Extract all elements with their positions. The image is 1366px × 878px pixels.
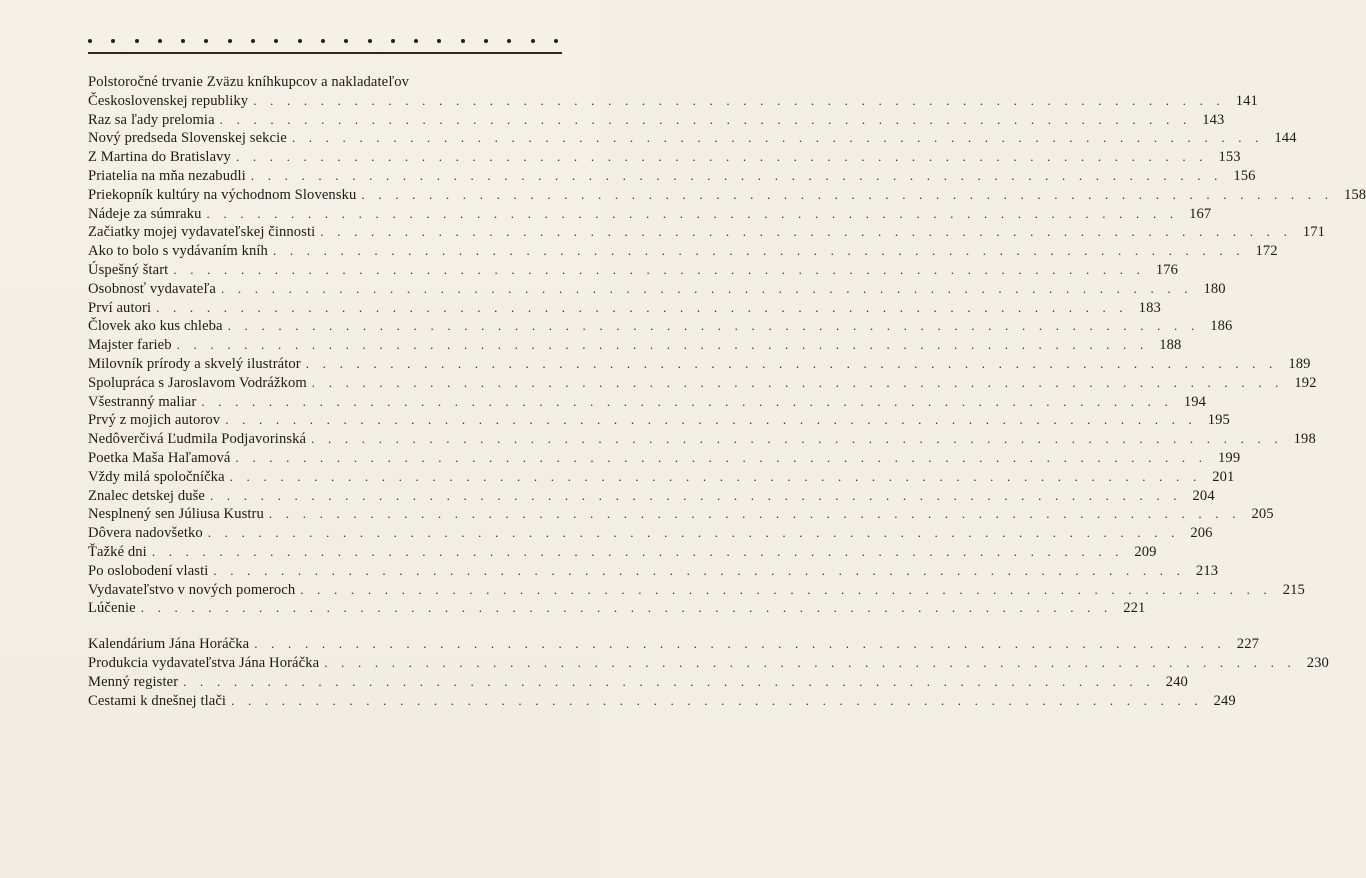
decorative-dot bbox=[321, 39, 325, 43]
decorative-dot-row bbox=[88, 34, 558, 48]
decorative-dot bbox=[484, 39, 488, 43]
toc-entry[interactable] bbox=[88, 654, 1329, 673]
toc-entry[interactable] bbox=[88, 411, 1230, 430]
decorative-dot bbox=[228, 39, 232, 43]
dot-leader: . . . . . . . . . . . . . . . . . . . . . . . . . . . . . . . . . . . . . . . . . . . . . . . . . . . . . . . . . . bbox=[227, 318, 1200, 334]
decorative-dot bbox=[368, 39, 372, 43]
decorative-dot bbox=[88, 39, 92, 43]
table-of-contents bbox=[88, 73, 1366, 710]
dot-leader: . . . . . . . . . . . . . . . . . . . . . . . . . . . . . . . . . . . . . . . . . . . . . . . . . . . . . . . . . . bbox=[300, 581, 1272, 597]
toc-entry[interactable] bbox=[88, 261, 1179, 280]
toc-entry[interactable] bbox=[88, 299, 1161, 318]
decorative-dot bbox=[437, 39, 441, 43]
toc-entry[interactable] bbox=[88, 317, 1233, 336]
dot-leader: . . . . . . . . . . . . . . . . . . . . . . . . . . . . . . . . . . . . . . . . . . . . . . . . . . . . . . . . . . bbox=[225, 412, 1197, 428]
toc-entry[interactable] bbox=[88, 581, 1305, 600]
toc-entry-page-number: 198 bbox=[1293, 431, 1316, 448]
toc-entry-title: Poetka Maša Haľamová bbox=[88, 449, 231, 466]
toc-entry-page-number: 215 bbox=[1282, 581, 1305, 598]
toc-entry[interactable] bbox=[88, 223, 1326, 242]
toc-main-section bbox=[88, 73, 1366, 618]
toc-entry-page-number: 186 bbox=[1210, 318, 1233, 335]
dot-leader: . . . . . . . . . . . . . . . . . . . . . . . . . . . . . . . . . . . . . . . . . . . . . . . . . . . . . . . . . . bbox=[235, 449, 1208, 465]
toc-entry-title: Prvý z mojich autorov bbox=[88, 412, 221, 429]
toc-entry-title: Úspešný štart bbox=[88, 261, 169, 278]
decorative-dot bbox=[298, 39, 302, 43]
dot-leader: . . . . . . . . . . . . . . . . . . . . . . . . . . . . . . . . . . . . . . . . . . . . . . . . . . . . . . . . . . bbox=[268, 506, 1241, 522]
dot-leader: . . . . . . . . . . . . . . . . . . . . . . . . . . . . . . . . . . . . . . . . . . . . . . . . . . . . . . . . . . bbox=[213, 562, 1186, 578]
decorative-dot bbox=[531, 39, 535, 43]
toc-entry[interactable] bbox=[88, 280, 1226, 299]
dot-leader: . . . . . . . . . . . . . . . . . . . . . . . . . . . . . . . . . . . . . . . . . . . . . . . . . . . . . . . . . . bbox=[156, 299, 1128, 315]
toc-entry-title: Ťažké dni bbox=[88, 543, 147, 560]
toc-entry-title: Lúčenie bbox=[88, 600, 136, 617]
toc-entry-title: Menný register bbox=[88, 673, 179, 690]
dot-leader: . . . . . . . . . . . . . . . . . . . . . . . . . . . . . . . . . . . . . . . . . . . . . . . . . . . . . . . . . . bbox=[311, 374, 1284, 390]
toc-entry-page-number: 205 bbox=[1251, 506, 1274, 523]
dot-leader: . . . . . . . . . . . . . . . . . . . . . . . . . . . . . . . . . . . . . . . . . . . . . . . . . . . . . . . . . . bbox=[311, 431, 1283, 447]
toc-entry-title: Kalendárium Jána Horáčka bbox=[88, 636, 250, 653]
dot-leader: . . . . . . . . . . . . . . . . . . . . . . . . . . . . . . . . . . . . . . . . . . . . . . . . . . . . . . . . . . bbox=[250, 167, 1223, 183]
decorative-dot bbox=[391, 39, 395, 43]
dot-leader: . . . . . . . . . . . . . . . . . . . . . . . . . . . . . . . . . . . . . . . . . . . . . . . . . . . . . . . . . . bbox=[140, 600, 1113, 616]
decorative-dot bbox=[507, 39, 511, 43]
dot-leader: . . . . . . . . . . . . . . . . . . . . . . . . . . . . . . . . . . . . . . . . . . . . . . . . . . . . . . . . . . bbox=[219, 111, 1192, 127]
toc-entry-title: Cestami k dnešnej tlači bbox=[88, 692, 227, 709]
dot-leader: . . . . . . . . . . . . . . . . . . . . . . . . . . . . . . . . . . . . . . . . . . . . . . . . . . . . . . . . . . bbox=[220, 280, 1193, 296]
toc-entry[interactable] bbox=[88, 505, 1274, 524]
dot-leader: . . . . . . . . . . . . . . . . . . . . . . . . . . . . . . . . . . . . . . . . . . . . . . . . . . . . . . . . . . bbox=[253, 92, 1225, 108]
decorative-dot bbox=[274, 39, 278, 43]
dot-leader: . . . . . . . . . . . . . . . . . . . . . . . . . . . . . . . . . . . . . . . . . . . . . . . . . . . . . . . . . . bbox=[231, 692, 1203, 708]
toc-entry-title: Raz sa ľady prelomia bbox=[88, 111, 215, 128]
toc-entry-page-number: 172 bbox=[1255, 243, 1278, 260]
dot-leader: . . . . . . . . . . . . . . . . . . . . . . . . . . . . . . . . . . . . . . . . . . . . . . . . . . . . . . . . . . bbox=[209, 487, 1182, 503]
section-gap bbox=[88, 618, 570, 635]
dot-leader: . . . . . . . . . . . . . . . . . . . . . . . . . . . . . . . . . . . . . . . . . . . . . . . . . . . . . . . . . . bbox=[207, 525, 1180, 541]
toc-entry[interactable] bbox=[88, 449, 1241, 468]
toc-entry-title: Z Martina do Bratislavy bbox=[88, 149, 231, 166]
dot-leader: . . . . . . . . . . . . . . . . . . . . . . . . . . . . . . . . . . . . . . . . . . . . . . . . . . . . . . . . . . bbox=[305, 355, 1278, 371]
dot-leader: . . . . . . . . . . . . . . . . . . . . . . . . . . . . . . . . . . . . . . . . . . . . . . . . . . . . . . . . . . bbox=[320, 224, 1293, 240]
toc-entry[interactable] bbox=[88, 430, 1316, 449]
toc-entry-title: Milovník prírody a skvelý ilustrátor bbox=[88, 355, 301, 372]
dot-leader: . . . . . . . . . . . . . . . . . . . . . . . . . . . . . . . . . . . . . . . . . . . . . . . . . . . . . . . . . . bbox=[291, 130, 1264, 146]
toc-entry[interactable] bbox=[88, 393, 1207, 412]
toc-entry[interactable] bbox=[88, 205, 1212, 224]
toc-entry-title: Ako to bolo s vydávaním kníh bbox=[88, 243, 268, 260]
toc-entry[interactable] bbox=[88, 148, 1241, 167]
decorative-dot bbox=[344, 39, 348, 43]
toc-entry-title: Znalec detskej duše bbox=[88, 487, 205, 504]
toc-entry[interactable] bbox=[88, 635, 1259, 654]
toc-entry[interactable] bbox=[88, 129, 1297, 148]
toc-entry-page-number: 176 bbox=[1155, 261, 1179, 278]
decorative-dot bbox=[461, 39, 465, 43]
toc-entry[interactable] bbox=[88, 562, 1219, 581]
decorative-dot bbox=[554, 39, 558, 43]
toc-entry-page-number: 194 bbox=[1183, 393, 1207, 410]
decorative-dot bbox=[414, 39, 418, 43]
toc-entry-title: Nový predseda Slovenskej sekcie bbox=[88, 130, 287, 147]
toc-entry-page-number: 158 bbox=[1343, 186, 1366, 203]
toc-entry-title: Československej republiky bbox=[88, 92, 249, 109]
toc-entry-page-number: 209 bbox=[1134, 543, 1157, 560]
decorative-dot bbox=[181, 39, 185, 43]
dot-leader: . . . . . . . . . . . . . . . . . . . . . . . . . . . . . . . . . . . . . . . . . . . . . . . . . . . . . . . . . . bbox=[201, 393, 1174, 409]
toc-entry-page-number: 221 bbox=[1123, 600, 1146, 617]
toc-entry-title: Vždy milá spoločníčka bbox=[88, 468, 225, 485]
toc-entry-page-number: 199 bbox=[1218, 449, 1241, 466]
toc-entry[interactable] bbox=[88, 673, 1188, 692]
dot-leader: . . . . . . . . . . . . . . . . . . . . . . . . . . . . . . . . . . . . . . . . . . . . . . . . . . . . . . . . . . bbox=[229, 468, 1202, 484]
dot-leader: . . . . . . . . . . . . . . . . . . . . . . . . . . . . . . . . . . . . . . . . . . . . . . . . . . . . . . . . . . bbox=[183, 673, 1155, 689]
toc-entry[interactable] bbox=[88, 374, 1317, 393]
toc-entry-page-number: 188 bbox=[1159, 337, 1182, 354]
toc-entry-title: Prví autori bbox=[88, 299, 152, 316]
toc-entry-page-number: 204 bbox=[1192, 487, 1215, 504]
toc-entry-title: Začiatky mojej vydavateľskej činnosti bbox=[88, 224, 316, 241]
toc-entry-page-number: 141 bbox=[1235, 92, 1258, 109]
toc-entry-page-number: 195 bbox=[1207, 412, 1230, 429]
toc-entry[interactable] bbox=[88, 692, 1236, 711]
toc-entry-title: Po oslobodení vlasti bbox=[88, 562, 209, 579]
toc-entry-page-number: 183 bbox=[1138, 299, 1161, 316]
dot-leader: . . . . . . . . . . . . . . . . . . . . . . . . . . . . . . . . . . . . . . . . . . . . . . . . . . . . . . . . . . bbox=[235, 149, 1208, 165]
dot-leader: . . . . . . . . . . . . . . . . . . . . . . . . . . . . . . . . . . . . . . . . . . . . . . . . . . . . . . . . . . bbox=[151, 543, 1124, 559]
toc-entry-title: Polstoročné trvanie Zväzu kníhkupcov a nakladateľov bbox=[88, 74, 410, 90]
toc-entry-title: Všestranný maliar bbox=[88, 393, 197, 410]
toc-entry-page-number: 171 bbox=[1302, 224, 1326, 241]
toc-entry-page-number: 180 bbox=[1203, 280, 1226, 297]
toc-entry-title: Majster farieb bbox=[88, 337, 172, 354]
toc-entry-title: Človek ako kus chleba bbox=[88, 318, 223, 335]
toc-entry-title: Priekopník kultúry na východnom Slovensku bbox=[88, 186, 357, 203]
toc-entry[interactable] bbox=[88, 186, 1366, 205]
decorative-dot bbox=[251, 39, 255, 43]
toc-entry-page-number: 201 bbox=[1212, 468, 1235, 485]
toc-entry[interactable] bbox=[88, 111, 1225, 130]
toc-entry-title: Vydavateľstvo v nových pomeroch bbox=[88, 581, 296, 598]
toc-entry-page-number: 189 bbox=[1288, 355, 1311, 372]
decorative-dot bbox=[111, 39, 115, 43]
toc-entry-title: Produkcia vydavateľstva Jána Horáčka bbox=[88, 654, 320, 671]
toc-entry-page-number: 240 bbox=[1165, 673, 1188, 690]
toc-entry-title: Priatelia na mňa nezabudli bbox=[88, 167, 246, 184]
dot-leader: . . . . . . . . . . . . . . . . . . . . . . . . . . . . . . . . . . . . . . . . . . . . . . . . . . . . . . . . . . bbox=[324, 654, 1296, 670]
toc-entry-title: Nádeje za súmraku bbox=[88, 205, 202, 222]
toc-entry[interactable] bbox=[88, 487, 1215, 506]
toc-entry-title: Osobnosť vydavateľa bbox=[88, 280, 216, 297]
toc-entry-page-number: 230 bbox=[1306, 654, 1329, 671]
decorative-dot bbox=[135, 39, 139, 43]
toc-entry-page-number: 143 bbox=[1202, 111, 1225, 128]
toc-entry-page-number: 167 bbox=[1189, 205, 1212, 222]
toc-entry-page-number: 192 bbox=[1294, 374, 1317, 391]
toc-entry-title: Spolupráca s Jaroslavom Vodrážkom bbox=[88, 374, 307, 391]
dot-leader: . . . . . . . . . . . . . . . . . . . . . . . . . . . . . . . . . . . . . . . . . . . . . . . . . . . . . . . . . . bbox=[272, 243, 1245, 259]
dot-leader: . . . . . . . . . . . . . . . . . . . . . . . . . . . . . . . . . . . . . . . . . . . . . . . . . . . . . . . . . . bbox=[254, 636, 1226, 652]
toc-appendix-section bbox=[88, 635, 1329, 710]
toc-entry-title: Nedôverčivá Ľudmila Podjavorinská bbox=[88, 431, 307, 448]
header-rule bbox=[88, 52, 562, 54]
toc-entry[interactable] bbox=[88, 524, 1213, 543]
toc-entry-title: Nesplnený sen Júliusa Kustru bbox=[88, 506, 264, 523]
toc-entry-page-number: 206 bbox=[1190, 525, 1213, 542]
toc-entry-page-number: 144 bbox=[1274, 130, 1297, 147]
toc-entry[interactable] bbox=[88, 242, 1278, 261]
toc-entry[interactable] bbox=[88, 336, 1182, 355]
decorative-dot bbox=[204, 39, 208, 43]
toc-entry-page-number: 156 bbox=[1233, 167, 1256, 184]
dot-leader: . . . . . . . . . . . . . . . . . . . . . . . . . . . . . . . . . . . . . . . . . . . . . . . . . . . . . . . . . . bbox=[173, 261, 1146, 277]
toc-entry-title: Dôvera nadovšetko bbox=[88, 525, 203, 542]
dot-leader: . . . . . . . . . . . . . . . . . . . . . . . . . . . . . . . . . . . . . . . . . . . . . . . . . . . . . . . . . . bbox=[206, 205, 1179, 221]
toc-entry[interactable] bbox=[88, 599, 1146, 618]
toc-entry[interactable] bbox=[88, 355, 1311, 374]
toc-entry-page-number: 249 bbox=[1213, 692, 1236, 709]
dot-leader: . . . . . . . . . . . . . . . . . . . . . . . . . . . . . . . . . . . . . . . . . . . . . . . . . . . . . . . . . . bbox=[176, 337, 1149, 353]
toc-entry[interactable] bbox=[88, 468, 1235, 487]
toc-entry-page-number: 227 bbox=[1236, 636, 1259, 653]
toc-entry[interactable] bbox=[88, 543, 1157, 562]
decorative-dot bbox=[158, 39, 162, 43]
toc-entry[interactable] bbox=[88, 73, 570, 92]
toc-entry[interactable] bbox=[88, 92, 1258, 111]
toc-entry-page-number: 153 bbox=[1218, 149, 1241, 166]
toc-entry-page-number: 213 bbox=[1195, 562, 1219, 579]
toc-entry[interactable] bbox=[88, 167, 1256, 186]
dot-leader: . . . . . . . . . . . . . . . . . . . . . . . . . . . . . . . . . . . . . . . . . . . . . . . . . . . . . . . . . . bbox=[361, 186, 1334, 202]
